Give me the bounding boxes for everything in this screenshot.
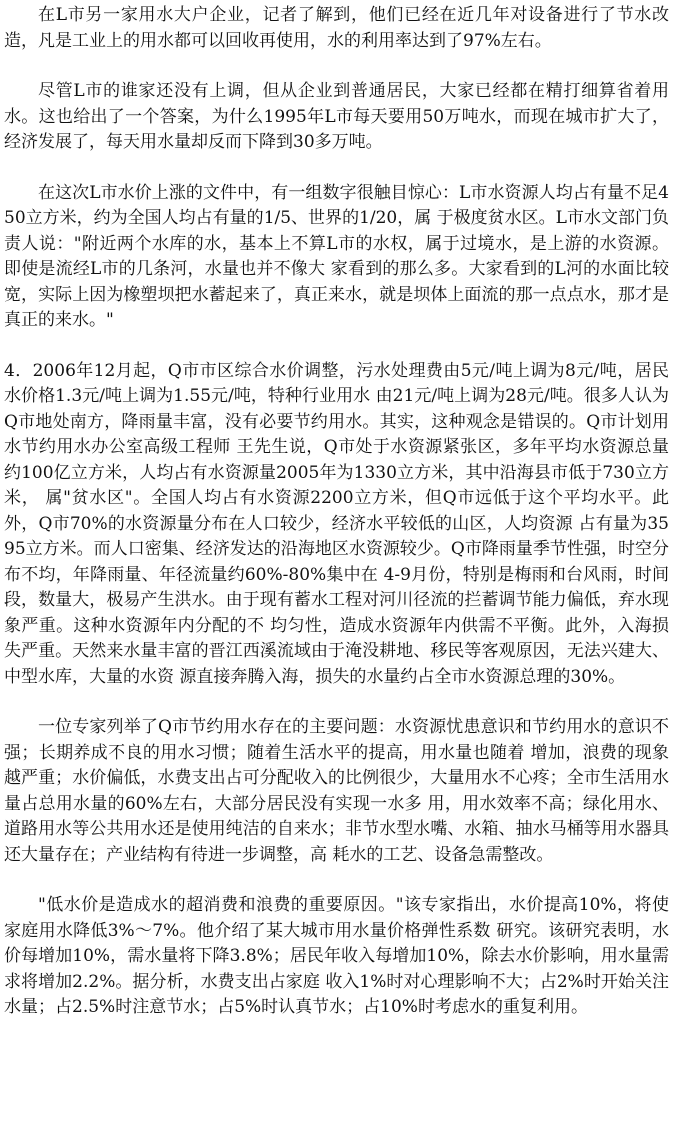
paragraph-q-city-price-adjustment: 4．2006年12月起，Q市市区综合水价调整，污水处理费由5元/吨上调为8元/吨，居民水价格1.3元/吨上调为1.55元/吨，特种行业用水 由21元/吨上调为28元/吨。很多人认为Q市地处南方，降雨量丰富，没有必要节约用水。其实，这种观念是错误的。Q市计划用水节约用水办公室高级工程师 王先生说，Q市处于水资源紧张区，多年平均水资源总量约100亿立方米，人均占有水资源量2005年为1330立方米，其中沿海县市低于730立方米， 属"贫水区"。全国人均占有水资源2200立方米，但Q市远低于这个平均水平。此外，Q市70%的水资源量分布在人口较少，经济水平较低的山区，人均资源 占有量为3595立方米。而人口密集、经济发达的沿海地区水资源较少。Q市降雨量季节性强，时空分布不均，年降雨量、年径流量约60%-80%集中在 4-9月份，特别是梅雨和台风雨，时间段，数量大，极易产生洪水。由于现有蓄水工程对河川径流的拦蓄调节能力偏低，弃水现象严重。这种水资源年内分配的不 均匀性，造成水资源年内供需不平衡。此外，入海损失严重。天然来水量丰富的晋江西溪流域由于淹没耕地、移民等客观原因，无法兴建大、中型水库，大量的水资 源直接奔腾入海，损失的水量约占全市水资源总理的30%。 [4,360,669,687]
paragraph-price-elasticity: "低水价是造成水的超消费和浪费的重要原因。"该专家指出，水价提高10%，将使家庭用水降低3%～7%。他介绍了某大城市用水量价格弹性系数 研究。该研究表明，水价每增加10%，需水量将下降3.8%；居民年收入每增加10%，除去水价影响，用水量需求将增加2.2%。据分析，水费支出占家庭 收入1%时对心理影响不大；占2%时开始关注水量；占2.5%时注意节水；占5%时认真节水；占10%时考虑水的重复利用。 [4,895,669,1017]
paragraph-expert-problems: 一位专家列举了Q市节约用水存在的主要问题：水资源忧患意识和节约用水的意识不强；长期养成不良的用水习惯；随着生活水平的提高，用水量也随着 增加，浪费的现象越严重；水价偏低，水费支出占可分配收入的比例很少，大量用水不心疼；全市生活用水量占总用水量的60%左右，大部分居民没有实现一水多 用，用水效率不高；绿化用水、道路用水等公共用水还是使用纯洁的自来水；非节水型水嘴、水箱、抽水马桶等用水器具还大量存在；产业结构有待进一步调整，高 耗水的工艺、设备急需整改。 [4,717,669,865]
paragraph-water-scarcity: 在这次L市水价上涨的文件中，有一组数字很触目惊心：L市水资源人均占有量不足450立方米，约为全国人均占有量的1/5、世界的1/20，属 于极度贫水区。L市水文部门负责人说："附近两个水库的水，基本上不算L市的水权，属于过境水，是上游的水资源。即使是流经L市的几条河，水量也并不像大 家看到的那么多。大家看到的L河的水面比较宽，实际上因为橡塑坝把水蓄起来了，真正来水，就是坝体上面流的那一点点水，那才是真正的来水。" [4,182,669,330]
paragraph-residents-saving: 尽管L市的谁家还没有上调，但从企业到普通居民，大家已经都在精打细算省着用水。这也给出了一个答案，为什么1995年L市每天要用50万吨水，而现在城市扩大了，经济发展了，每天用水量却反而下降到30多万吨。 [4,81,669,152]
paragraph-industrial-water-saving: 在L市另一家用水大户企业，记者了解到，他们已经在近几年对设备进行了节水改造，凡是工业上的用水都可以回收再使用，水的利用率达到了97%左右。 [4,5,669,51]
